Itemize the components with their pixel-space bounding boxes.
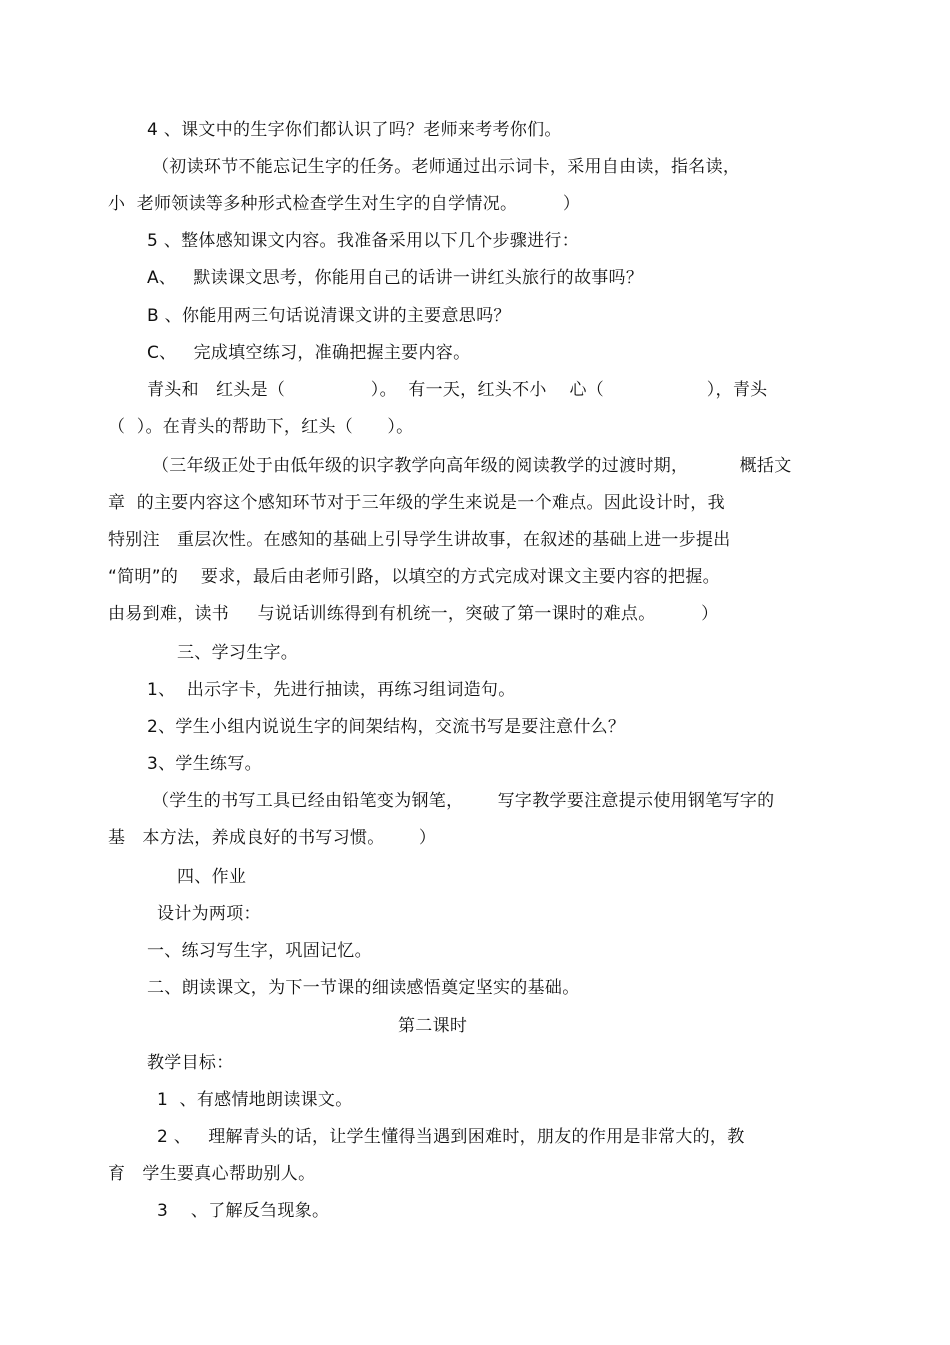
note-paragraph-line: （三年级正处于由低年级的识字教学向高年级的阅读教学的过渡时期， 概括文 — [152, 456, 792, 476]
note-paragraph-line: 特别注 重层次性。在感知的基础上引导学生讲故事，在叙述的基础上进一步提出 — [108, 530, 731, 550]
step-a: A、 默读课文思考，你能用自己的话讲一讲红头旅行的故事吗？ — [147, 268, 644, 288]
step-b: B 、你能用两三句话说清课文讲的主要意思吗？ — [147, 306, 511, 326]
fill-blank-line: 青头和 红头是（ ）。 有一天，红头不小 心（ ），青头 — [147, 380, 768, 400]
paragraph-line: 育 学生要真心帮助别人。 — [108, 1164, 316, 1184]
list-item: 1、 出示字卡，先进行抽读，再练习组词造句。 — [147, 680, 516, 700]
list-item: 2 、 理解青头的话，让学生懂得当遇到困难时，朋友的作用是非常大的，教 — [157, 1127, 745, 1147]
note-paragraph-line: （初读环节不能忘记生字的任务。老师通过出示词卡，采用自由读，指名读， — [152, 157, 741, 177]
list-item: 3、学生练写。 — [147, 754, 262, 774]
line-item-4: 4 、课文中的生字你们都认识了吗？老师来考考你们。 — [147, 120, 562, 140]
step-c: C、 完成填空练习，准确把握主要内容。 — [147, 343, 471, 363]
paragraph-line: 设计为两项： — [157, 904, 261, 924]
note-paragraph-line: （学生的书写工具已经由铅笔变为钢笔， 写字教学要注意提示使用钢笔写字的 — [152, 791, 775, 811]
fill-blank-line: （ ）。在青头的帮助下，红头（ ）。 — [108, 417, 414, 437]
note-paragraph-line: 由易到难，读书 与说话训练得到有机统一，突破了第一课时的难点。 ） — [108, 604, 719, 624]
note-paragraph-line: 基 本方法，养成良好的书写习惯。 ） — [108, 828, 437, 848]
list-item: 3 、了解反刍现象。 — [157, 1201, 330, 1221]
note-paragraph-line: 小 老师领读等多种形式检查学生对生字的自学情况。 ） — [108, 194, 581, 214]
section-heading: 四、作业 — [177, 867, 247, 887]
list-item: 一、练习写生字，巩固记忆。 — [147, 941, 372, 961]
section-heading: 三、学习生字。 — [177, 643, 299, 663]
lesson-heading: 第二课时 — [398, 1016, 468, 1036]
note-paragraph-line: 章 的主要内容这个感知环节对于三年级的学生来说是一个难点。因此设计时，我 — [108, 493, 725, 513]
list-item: 二、朗读课文，为下一节课的细读感悟奠定坚实的基础。 — [147, 978, 580, 998]
list-item: 2、学生小组内说说生字的间架结构，交流书写是要注意什么？ — [147, 717, 626, 737]
paragraph-line: 教学目标： — [147, 1053, 234, 1073]
line-item-5: 5 、整体感知课文内容。我准备采用以下几个步骤进行： — [147, 231, 580, 251]
note-paragraph-line: “简明”的 要求，最后由老师引路，以填空的方式完成对课文主要内容的把握。 — [108, 567, 720, 587]
list-item: 1 、有感情地朗读课文。 — [157, 1090, 353, 1110]
